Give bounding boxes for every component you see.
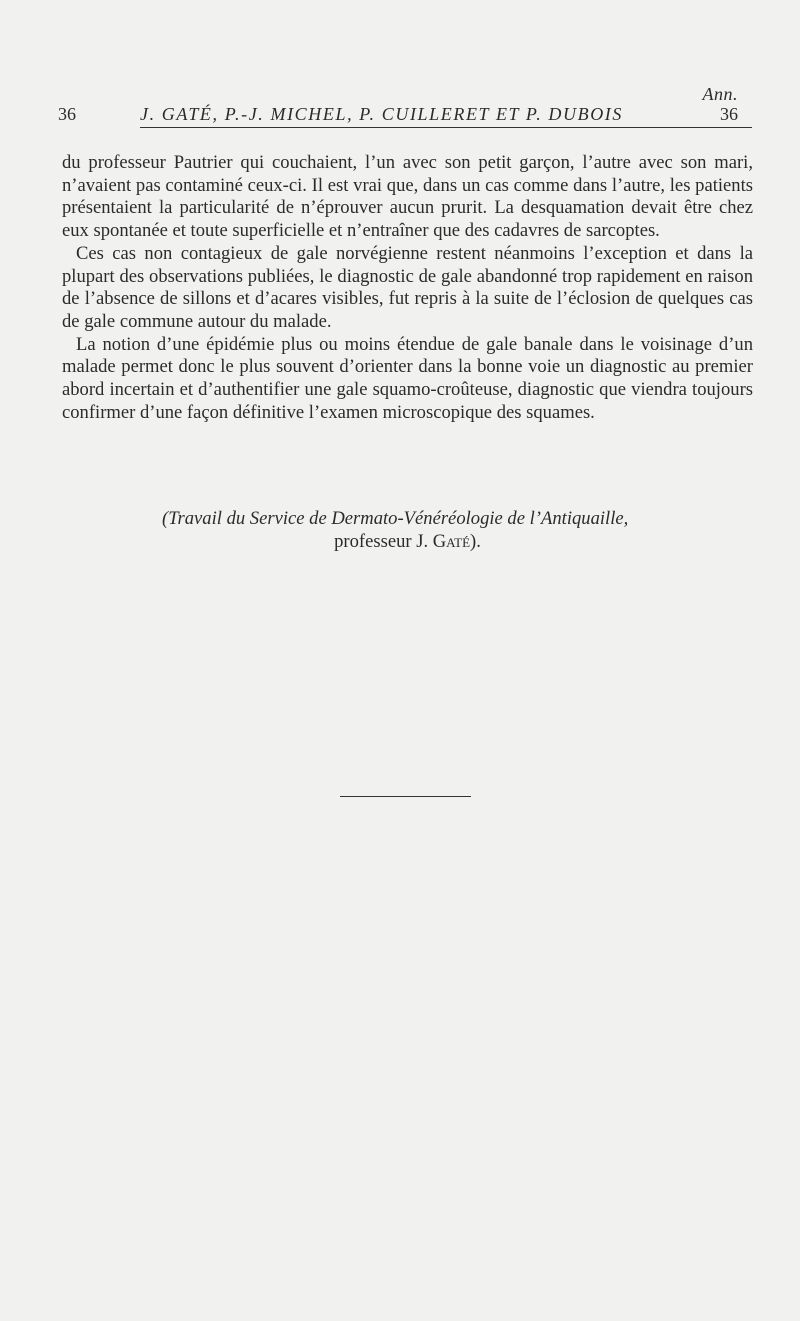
running-head <box>58 104 750 128</box>
credit-line-1: (Travail du Service de Dermato-Vénéréologie de l’Antiquaille, <box>162 508 629 529</box>
paragraph-1: du professeur Pautrier qui couchaient, l’un avec son petit garçon, l’autre avec son mari, n’avaient pas contaminé ceux-ci. Il est vrai que, dans un cas comme dans l’autre, les patients présentaient la particularité de n’éprouver aucun prurit. La desquamation devait être chez eux spontanée et toute superficielle et n’entraîner que des cadavres de sarcoptes. <box>62 152 753 242</box>
credit-line-2 <box>62 531 753 554</box>
header-rule <box>140 127 752 128</box>
paragraph-2: Ces cas non contagieux de gale norvégienne restent néanmoins l’exception et dans la plupart des observations publiées, le diagnostic de gale abandonné trop rapidement en raison de l’absence de sillons et d’acares visibles, fut repris à la suite de l’éclosion de quelques cas de gale commune autour du malade. <box>62 242 753 332</box>
credit-professor-name: Gaté <box>432 530 471 552</box>
main-text <box>62 152 753 424</box>
credit-line-2-prefix: professeur J. <box>334 530 433 552</box>
end-rule <box>340 796 471 797</box>
running-head-authors: J. GATÉ, P.-J. MICHEL, P. CUILLERET ET P. DUBOIS <box>140 104 623 124</box>
credit-line-2-suffix: ). <box>470 530 481 552</box>
paragraph-3: La notion d’une épidémie plus ou moins étendue de gale banale dans le voisinage d’un malade permet donc le plus souvent d’orienter dans la bonne voie un diagnostic au premier abord incertain et d’authentifier une gale squamo-croûteuse, diagnostic que viendra toujours confirmer d’une façon définitive l’examen microscopique des squames. <box>62 333 753 423</box>
corner-note: Ann. <box>702 84 738 104</box>
institution-credit <box>62 508 753 553</box>
page-number-left: 36 <box>58 104 76 124</box>
page-number-right: 36 <box>720 104 738 124</box>
